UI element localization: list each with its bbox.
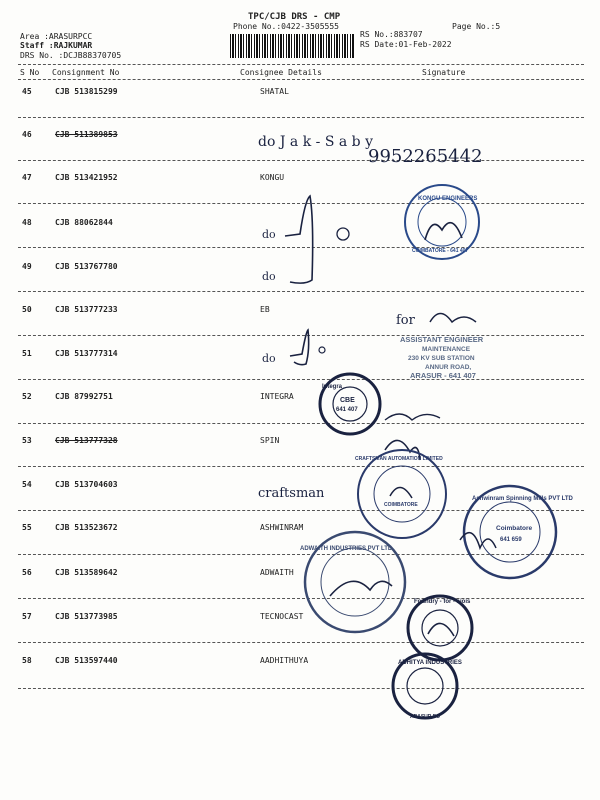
row-consignment-no: CJB 513597440 [55,656,118,665]
ashwinram-stamp-pin: 641 659 [500,537,522,543]
row-consignment-no: CJB 513421952 [55,173,118,182]
eb-stamp-line5: ARASUR - 641 407 [410,371,476,380]
eb-stamp-line3: 230 KV SUB STATION [408,355,475,362]
kongu-stamp-text: KONGU ENGINEERS [418,196,478,202]
col-signature: Signature [422,68,466,77]
ashwinram-stamp-city: Coimbatore [496,525,533,532]
table-row [0,612,600,654]
rs-number: RS No.:883707 [360,30,423,39]
row-sno: 53 [22,436,32,445]
row-consignment-no: CJB 513815299 [55,87,118,96]
kongu-stamp-city: COIMBATORE - 641 407 [412,248,469,254]
document-title: TPC/CJB DRS - CMP [248,12,341,22]
row-sno: 48 [22,218,32,227]
barcode [230,34,354,58]
row-divider [18,247,584,248]
ditto-mark-49: do [262,270,276,283]
row-consignee: KONGU [260,173,285,182]
ditto-mark-51-text: do [262,352,276,365]
eb-stamp-line4: ANNUR ROAD, [425,364,472,371]
row-consignment-no: CJB 513589642 [55,568,118,577]
col-consignment: Consignment No [52,68,120,77]
table-row [0,656,600,698]
area-label: Area :ARASURPCC [20,32,93,41]
row-consignee: TECNOCAST [260,612,304,621]
row46-handwritten-name: do J a k - S a b y [258,134,373,150]
integra-stamp-name: Integra [322,384,343,390]
eb-stamp-line1: ASSISTANT ENGINEER [400,335,484,344]
row-consignment-no: CJB 513704603 [55,480,118,489]
row-consignee: AADHITHUYA [260,656,309,665]
row-sno: 49 [22,262,32,271]
row-sno: 52 [22,392,32,401]
table-row [0,262,600,304]
table-row [0,568,600,610]
row-divider [18,510,584,511]
table-row [0,87,600,129]
ashwinram-stamp-text: Ashwinram Spinning Mills PVT LTD [472,496,573,502]
row-sno: 47 [22,173,32,182]
staff-label: Staff :RAJKUMAR [20,41,93,50]
row-divider [18,117,584,118]
row-sno: 45 [22,87,32,96]
row-sno: 55 [22,523,32,532]
eb-stamp-line2: MAINTENANCE [422,346,471,353]
row-consignment-no: CJB 513777328 [55,436,118,445]
row-consignee: ASHWINRAM [260,523,304,532]
row-consignment-no: CJB 88062844 [55,218,113,227]
row-divider [18,335,584,336]
row-divider [18,598,584,599]
row-consignee: SPIN [260,436,280,445]
row-sno: 58 [22,656,32,665]
row-consignment-no: CJB 513523672 [55,523,118,532]
row-consignment-no: CJB 87992751 [55,392,113,401]
table-row [0,349,600,391]
table-row [0,305,600,347]
ditto-mark-48: do [262,228,276,241]
row-divider [18,203,584,204]
page-number: Page No.:5 [452,22,501,31]
row-consignment-no: CJB 513777233 [55,305,118,314]
columns-divider [18,79,584,80]
row-divider [18,379,584,380]
drs-number: DRS No. :DCJB88370705 [20,51,122,60]
row54-handwritten-name: craftsman [258,486,325,501]
table-row [0,218,600,260]
row-consignment-no: CJB 513773985 [55,612,118,621]
row-divider [18,688,584,689]
row-consignee: EB [260,305,270,314]
row-divider [18,466,584,467]
col-sno: S No [20,68,40,77]
adwaith-stamp-text: ADWAITH INDUSTRIES PVT LTD [300,546,393,552]
row-sno: 56 [22,568,32,577]
row-sno: 50 [22,305,32,314]
craftsman-stamp-city: COIMBATORE [384,502,418,508]
row-sno: 51 [22,349,32,358]
row-sno: 57 [22,612,32,621]
foundry-stamp-text: Foundry - for - aiois [414,599,471,605]
rs-date: RS Date:01-Feb-2022 [360,40,452,49]
row-sno: 54 [22,480,32,489]
eb-for-text: for [396,313,415,328]
table-row [0,480,600,522]
row-consignee: SHATAL [260,87,289,96]
row-divider [18,423,584,424]
integra-stamp-city: CBE [340,397,355,404]
adhitya-stamp-text: ADHITYA INDUSTRIES [398,660,462,666]
phone-number: Phone No.:0422-3505555 [233,22,339,31]
craftsman-stamp-text: CRAFTSMAN AUTOMATION LIMITED [355,456,443,462]
row-divider [18,642,584,643]
header-divider [18,64,584,65]
row-divider [18,160,584,161]
row-consignment-no: CJB 511389853 [55,130,118,139]
row-consignment-no: CJB 513777314 [55,349,118,358]
table-row [0,436,600,478]
table-row [0,130,600,172]
integra-stamp-pin: 641 407 [336,407,358,413]
row-divider [18,554,584,555]
row46-handwritten-phone: 9952265442 [368,146,483,167]
row-consignee: INTEGRA [260,392,294,401]
table-row [0,392,600,434]
col-consignee: Consignee Details [240,68,322,77]
table-row [0,523,600,565]
row-consignment-no: CJB 513767780 [55,262,118,271]
row-consignee: ADWAITH [260,568,294,577]
row-sno: 46 [22,130,32,139]
table-row [0,173,600,215]
row-divider [18,291,584,292]
adhitya-stamp-city: ARASUR PO [410,714,441,720]
